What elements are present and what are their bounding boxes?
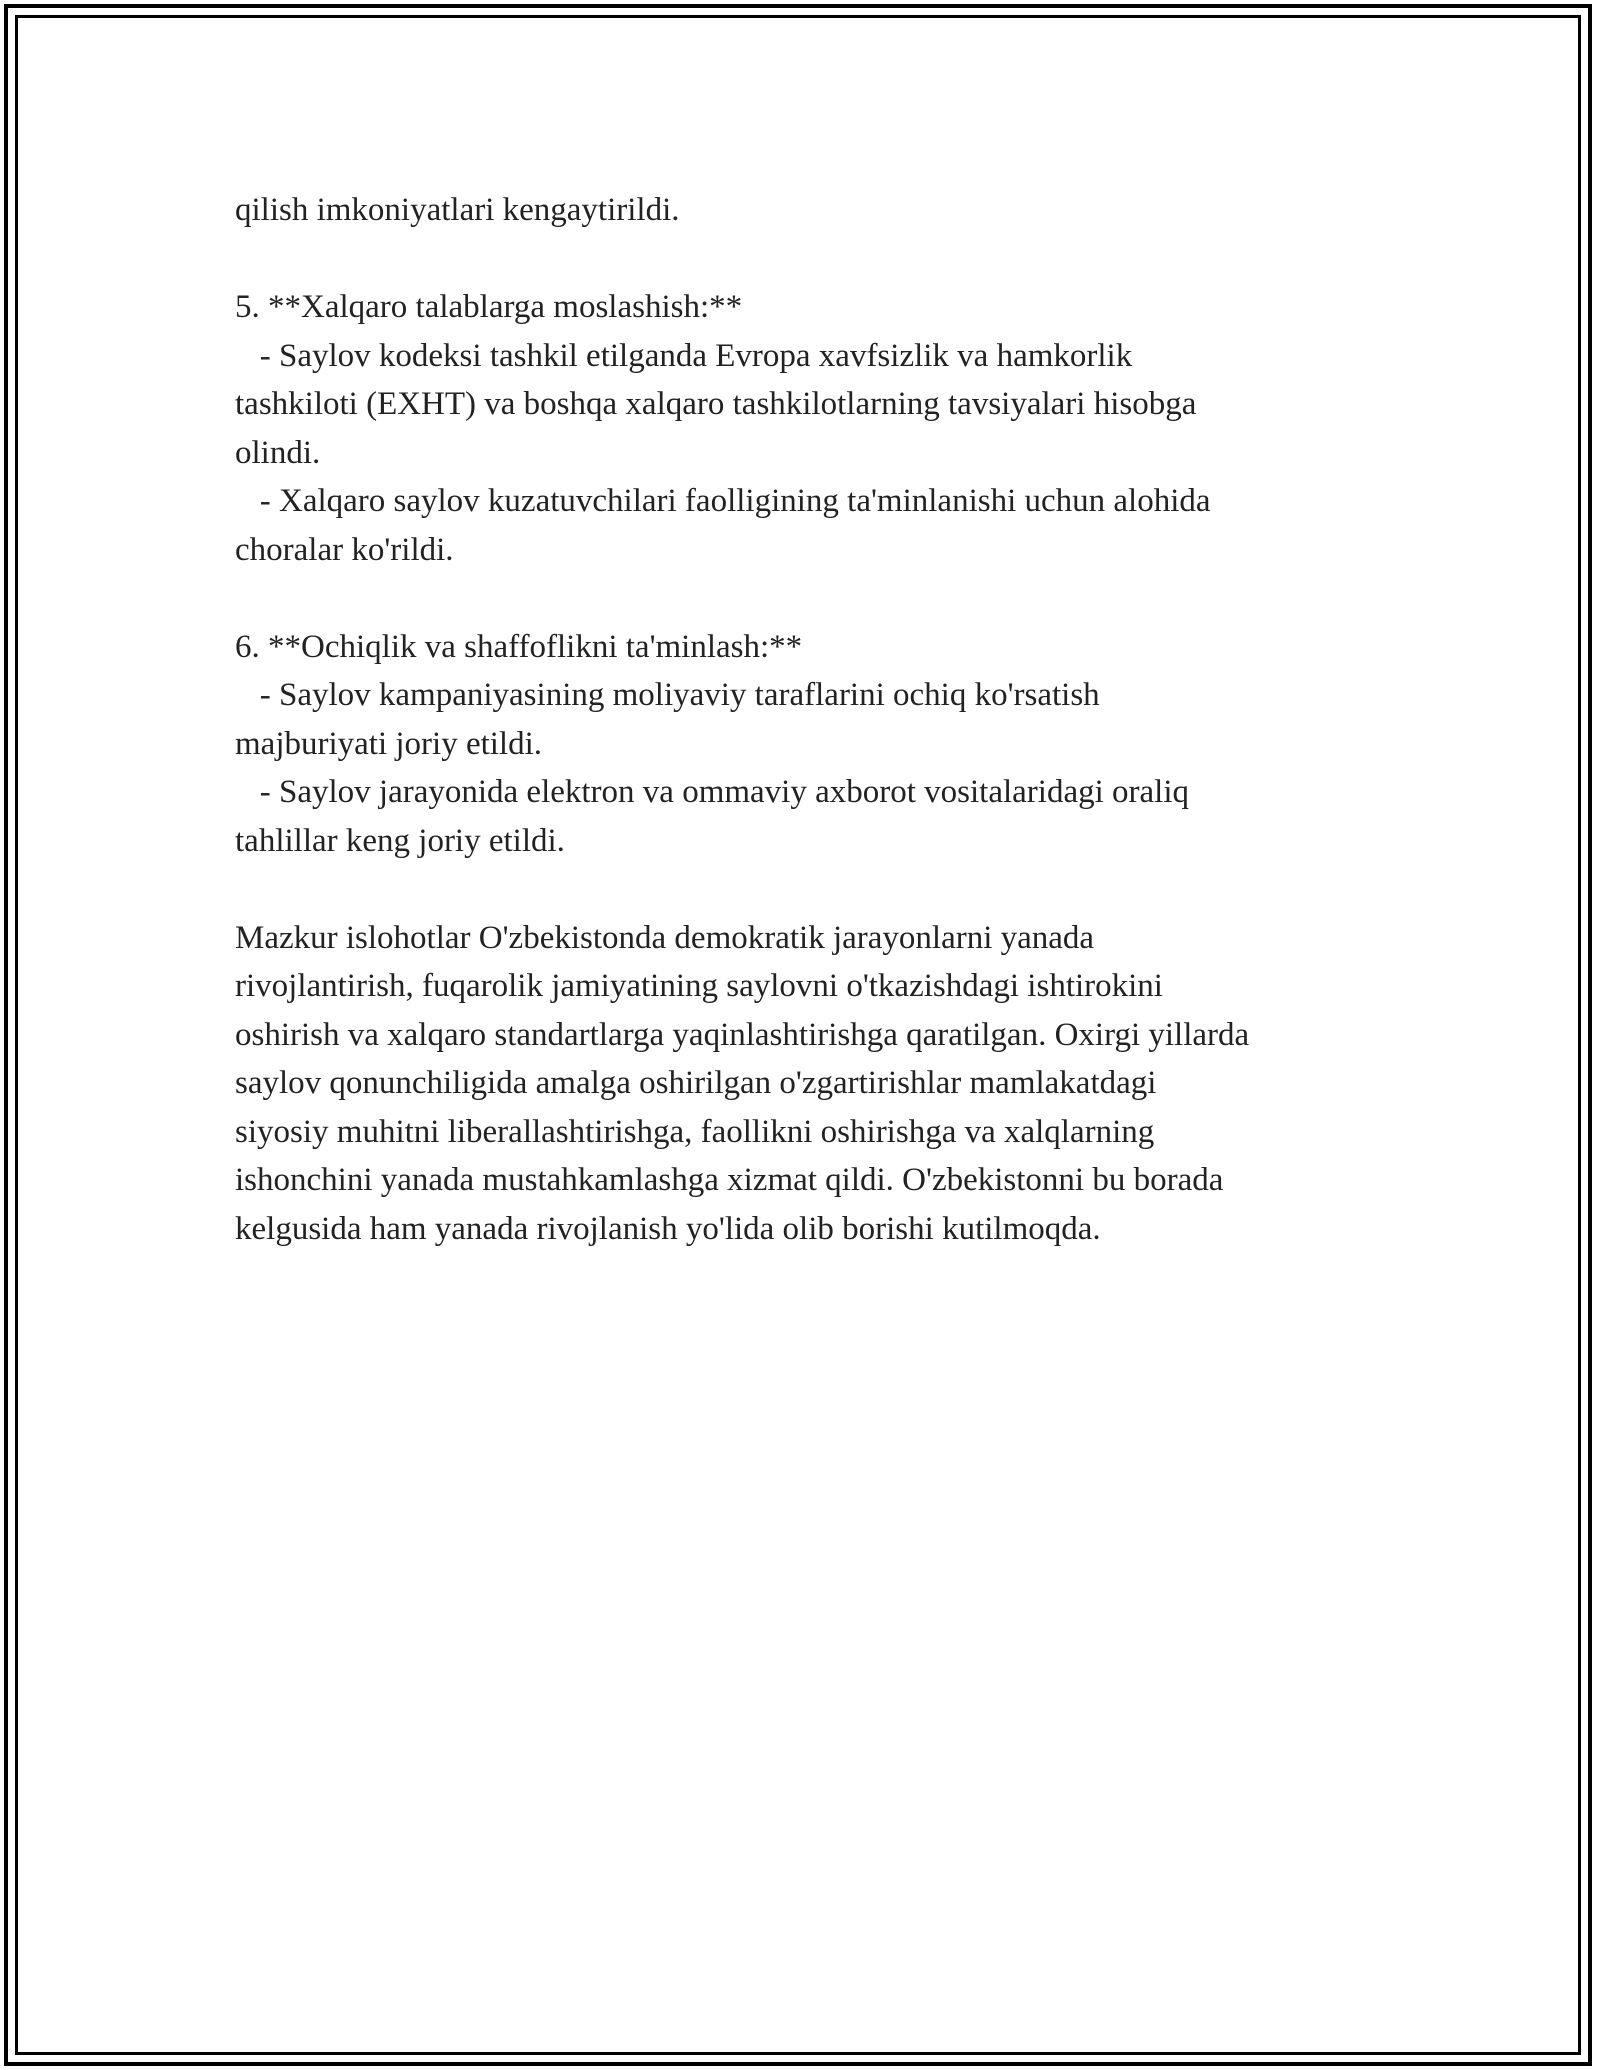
text-line: majburiyati joriy etildi.: [235, 725, 543, 762]
text-line: saylov qonunchiligida amalga oshirilgan o'zgartirishlar mamlakatdagi: [235, 1065, 1157, 1101]
text-line: kelgusida ham yanada rivojlanish yo'lida olib borishi kutilmoqda.: [235, 1210, 1101, 1247]
section-heading: 6. **Ochiqlik va shaffoflikni ta'minlash:**: [235, 628, 803, 665]
text-line: - Xalqaro saylov kuzatuvchilari faolligining ta'minlanishi uchun alohida: [235, 483, 1211, 519]
text-line: oshirish va xalqaro standartlarga yaqinlashtirishga qaratilgan. Oxirgi yillarda: [235, 1016, 1250, 1053]
text-line: tahlillar keng joriy etildi.: [235, 822, 565, 859]
text-line: - Saylov kampaniyasining moliyaviy taraflarini ochiq ko'rsatish: [235, 677, 1100, 713]
text-line: ishonchini yanada mustahkamlashga xizmat qildi. O'zbekistonni bu borada: [235, 1162, 1224, 1198]
text-line: Mazkur islohotlar O'zbekistonda demokratik jarayonlarni yanada: [235, 919, 1095, 956]
text-line: rivojlantirish, fuqarolik jamiyatining saylovni o'tkazishdagi ishtirokini: [235, 968, 1163, 1004]
section-heading: 5. **Xalqaro talablarga moslashish:**: [235, 289, 743, 325]
blank-line: [235, 574, 1385, 623]
document-body: [235, 186, 1385, 1253]
blank-line: [235, 865, 1385, 914]
text-line: choralar ko'rildi.: [235, 531, 454, 568]
blank-line: [235, 235, 1385, 284]
text-line: tashkiloti (EXHT) va boshqa xalqaro tashkilotlarning tavsiyalari hisobga: [235, 386, 1197, 422]
text-line: - Saylov kodeksi tashkil etilganda Evropa xavfsizlik va hamkorlik: [235, 337, 1133, 374]
text-line: siyosiy muhitni liberallashtirishga, faollikni oshirishga va xalqlarning: [235, 1113, 1155, 1150]
text-line: qilish imkoniyatlari kengaytirildi.: [235, 192, 680, 228]
text-line: - Saylov jarayonida elektron va ommaviy axborot vositalaridagi oraliq: [235, 774, 1189, 810]
text-line: olindi.: [235, 434, 321, 471]
